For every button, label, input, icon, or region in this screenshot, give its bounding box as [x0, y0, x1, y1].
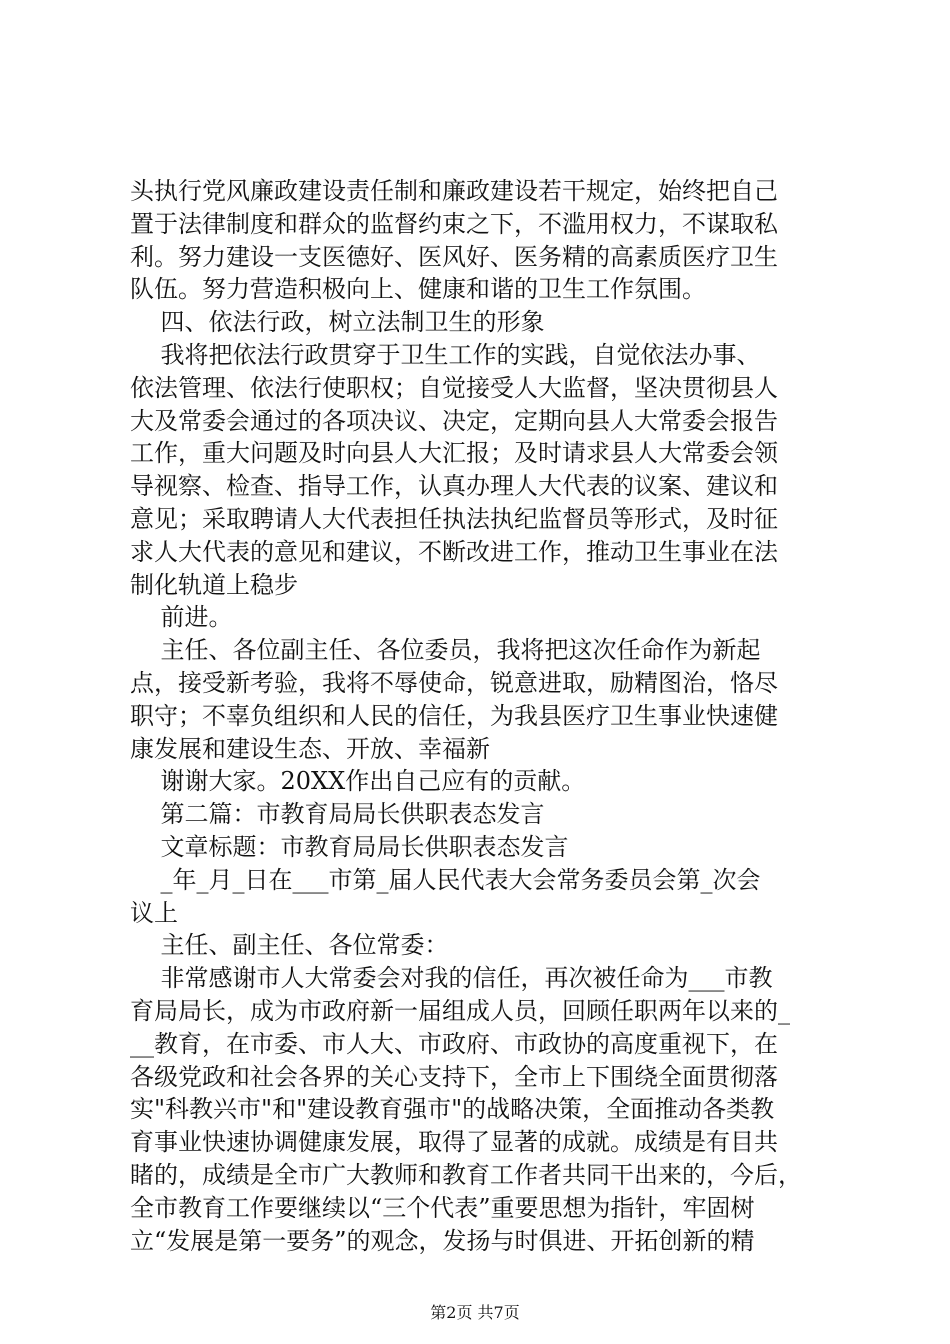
- text-line: 制化轨道上稳步: [130, 570, 298, 599]
- text-line: 全市教育工作要继续以“三个代表”重要思想为指针，牢固树: [130, 1193, 755, 1222]
- text-line: 大及常委会通过的各项决议、决定，定期向县人大常委会报告: [130, 406, 778, 435]
- text-line: __教育，在市委、市人大、市政府、市政协的高度重视下，在: [130, 1029, 778, 1058]
- text-line: 利。努力建设一支医德好、医风好、医务精的高素质医疗卫生: [130, 242, 778, 271]
- text-line: 育局局长，成为市政府新一届组成人员，回顾任职两年以来的_: [130, 996, 790, 1025]
- text-line: 置于法律制度和群众的监督约束之下，不滥用权力，不谋取私: [130, 209, 778, 238]
- text-line: 睹的，成绩是全市广大教师和教育工作者共同干出来的，今后，: [130, 1160, 802, 1189]
- text-line: 文章标题：市教育局局长供职表态发言: [130, 832, 569, 861]
- text-line: 育事业快速协调健康发展，取得了显著的成就。成绩是有目共: [130, 1128, 778, 1157]
- page-number-footer: 第2页 共7页: [430, 1303, 520, 1322]
- text-line: 立“发展是第一要务”的观念，发扬与时俱进、开拓创新的精: [130, 1226, 755, 1255]
- text-line: 依法管理、依法行使职权；自觉接受人大监督，坚决贯彻县人: [130, 373, 778, 402]
- text-line: 非常感谢市人大常委会对我的信任，再次被任命为___市教: [130, 964, 773, 993]
- text-line: 各级党政和社会各界的关心支持下，全市上下围绕全面贯彻落: [130, 1062, 778, 1091]
- text-line: 谢谢大家。20XX作出自己应有的贡献。: [130, 767, 586, 796]
- text-line: 点，接受新考验，我将不辱使命，锐意进取，励精图治，恪尽: [130, 668, 778, 697]
- text-line: 队伍。努力营造积极向上、健康和谐的卫生工作氛围。: [130, 275, 706, 304]
- text-line: 主任、副主任、各位常委：: [130, 931, 449, 960]
- text-line: 前进。: [130, 603, 233, 632]
- text-line: 头执行党风廉政建设责任制和廉政建设若干规定，始终把自己: [130, 177, 778, 205]
- text-line: 四、依法行政，树立法制卫生的形象: [130, 308, 545, 337]
- document-body: [130, 175, 830, 1257]
- text-line: 意见；采取聘请人大代表担任执法执纪监督员等形式，及时征: [130, 504, 778, 533]
- text-line: 康发展和建设生态、开放、幸福新: [130, 734, 490, 763]
- text-line: 议上: [130, 898, 178, 927]
- text-line: 求人大代表的意见和建议，不断改进工作，推动卫生事业在法: [130, 537, 778, 566]
- text-line: 实"科教兴市"和"建设教育强市"的战略决策，全面推动各类教: [130, 1095, 775, 1124]
- text-line: 第二篇：市教育局局长供职表态发言: [130, 800, 545, 829]
- text-line: 我将把依法行政贯穿于卫生工作的实践，自觉依法办事、: [130, 340, 761, 369]
- text-line: _年_月_日在___市第_届人民代表大会常务委员会第_次会: [130, 865, 761, 894]
- text-line: 职守；不辜负组织和人民的信任，为我县医疗卫生事业快速健: [130, 701, 778, 730]
- text-line: 导视察、检查、指导工作，认真办理人大代表的议案、建议和: [130, 472, 778, 501]
- text-line: 主任、各位副主任、各位委员，我将把这次任命作为新起: [130, 636, 761, 665]
- text-line: 工作，重大问题及时向县人大汇报；及时请求县人大常委会领: [130, 439, 778, 468]
